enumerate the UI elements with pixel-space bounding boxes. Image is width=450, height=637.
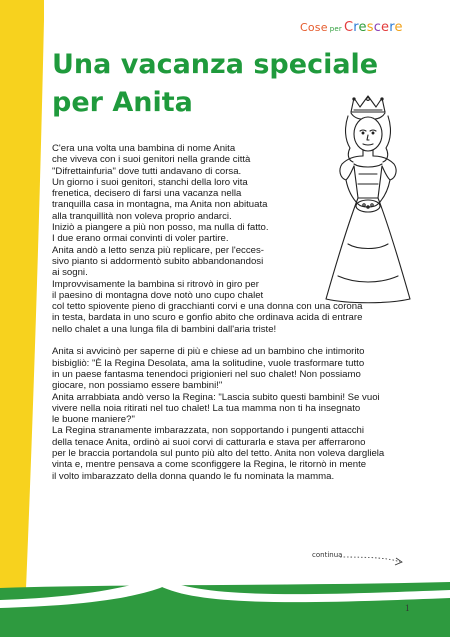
title-line-2: per Anita (52, 87, 193, 118)
text-line: col tetto spiovente pieno di gracchianti corvi e una donna con una corona (52, 301, 363, 313)
title-line-1: Una vacanza speciale (52, 49, 379, 80)
paragraph-gap (52, 335, 422, 346)
text-line: vinta e, mentre pensava a come sconfiggere la Regina, le ritornò in mente (52, 459, 367, 471)
text-line: Anita si avvicinò per saperne di più e chiese ad un bambino che intimorito (52, 346, 365, 358)
continua-label: continua (312, 551, 343, 559)
text-line: Anita arrabbiata andò verso la Regina: "Lascia subito questi bambini! Se vuoi (52, 391, 380, 403)
logo-cose: Cose (300, 21, 328, 34)
text-line: Improvvisamente la bambina si ritrovò in giro per (52, 278, 259, 290)
text-line: La Regina stranamente imbarazzata, non sopportando i pungenti attacchi (52, 425, 364, 437)
text-line: vivere nella noia ritirati nel tuo chalet! La tua mamma non ti ha insegnato (52, 402, 361, 414)
logo-letter: c (373, 20, 382, 35)
text-line: della tenace Anita, ordinò ai suoi corvi di catturarla e stava per afferrarono (52, 436, 366, 448)
footer-decoration (0, 540, 450, 637)
page-number: 1 (405, 603, 410, 613)
text-line: le buone maniere?" (52, 414, 135, 426)
logo-letter: e (394, 20, 403, 35)
text-line: tranquilla casa in montagna, ma Anita non abituata (52, 199, 268, 211)
text-line: alla tranquillità non voleva proprio andarci. (52, 210, 232, 222)
text-line: Anita andò a letto senza più replicare, per l'ecces- (52, 244, 264, 256)
text-line: Un giorno i suoi genitori, stanchi della loro vita (52, 176, 248, 188)
text-line: per le braccia portandola sul punto più alto del tetto. Anita non voleva dargliela (52, 448, 385, 460)
text-line: "Difrettainfuria" dove tutti andavano di corsa. (52, 165, 242, 177)
text-line: in un paese fantasma tenendoci prigionieri nel suo chalet! Non possiamo (52, 368, 361, 380)
text-line: sivo pianto si addormentò subito abbandonandosi (52, 255, 264, 267)
brand-logo (300, 20, 403, 35)
text-line: nello chalet a una lunga fila di bambini dall'aria triste! (52, 323, 277, 335)
logo-letter: e (358, 20, 367, 35)
text-line: C'era una volta una bambina di nome Anita (52, 143, 236, 154)
text-line: che viveva con i suoi genitori nella grande città (52, 154, 251, 166)
logo-letter: e (381, 20, 390, 35)
text-line: bisbigliò: "È la Regina Desolata, ama la solitudine, vuole trasformare tutto (52, 357, 365, 369)
logo-per: per (329, 25, 342, 33)
dotted-arrow-icon (340, 557, 400, 562)
logo-letter: r (389, 20, 395, 35)
text-line: il paesino di montagna dove notò uno cupo chalet (52, 289, 264, 301)
text-line: ai sogni. (52, 267, 88, 279)
logo-letter: s (366, 20, 374, 35)
text-line: il volto imbarazzato della donna quando le fu nominata la mamma. (52, 470, 335, 482)
text-line: frenetica, decisero di farsi una vacanza nella (52, 188, 242, 200)
story-body (52, 143, 422, 482)
logo-letter: r (353, 20, 359, 35)
text-line: in testa, bardata in uno scuro e gonfio abito che ordinava acida di entrare (52, 312, 363, 324)
text-line: Iniziò a piangere a più non posso, ma nulla di fatto. (52, 222, 269, 234)
text-line: I due erano ormai convinti di voler partire. (52, 233, 229, 245)
text-line: giocare, non possiamo essere bambini!" (52, 380, 223, 392)
logo-letter: C (343, 20, 354, 35)
